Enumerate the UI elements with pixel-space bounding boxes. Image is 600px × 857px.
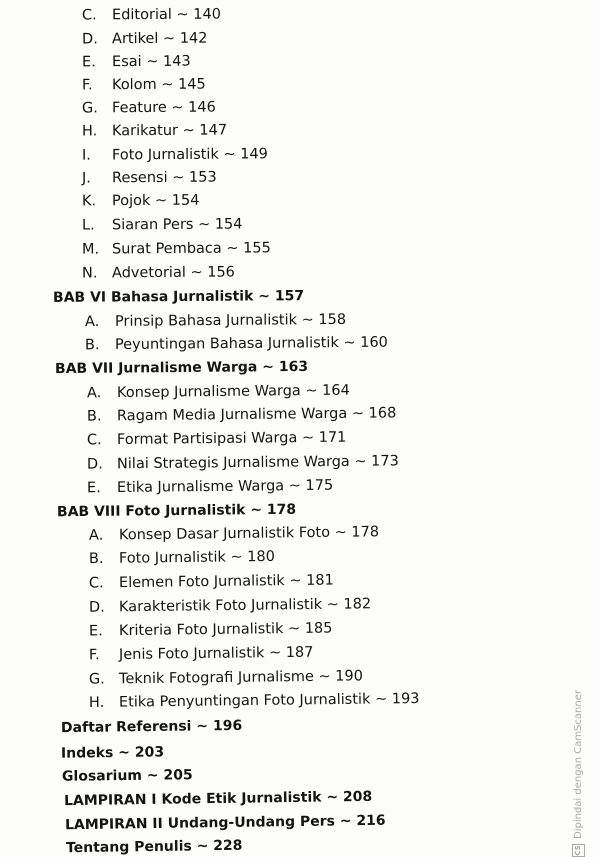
toc-entry (82, 169, 217, 188)
toc-entry (89, 523, 379, 545)
back-matter-heading: Tentang Penulis ~ 228 (65, 837, 243, 857)
entry-text: Format Partisipasi Warga ~ 171 (116, 429, 347, 449)
entry-text: Advetorial ~ 156 (111, 264, 235, 282)
entry-text: Foto Jurnalistik ~ 149 (111, 146, 268, 164)
entry-letter: D. (86, 456, 103, 473)
entry-text: Prinsip Bahasa Jurnalistik ~ 158 (114, 311, 347, 330)
entry-text: Kriteria Foto Jurnalistik ~ 185 (118, 620, 333, 640)
toc-entry (89, 690, 420, 712)
entry-letter: H. (81, 123, 98, 140)
toc-entry (87, 382, 350, 403)
toc-entry (87, 429, 347, 450)
entry-letter: B. (84, 337, 100, 354)
entry-letter: C. (86, 432, 102, 449)
entry-text: Teknik Fotografi Jurnalisme ~ 190 (118, 668, 364, 688)
entry-text: Surat Pembaca ~ 155 (111, 240, 271, 258)
entry-letter: G. (88, 671, 105, 688)
entry-text: Konsep Jurnalisme Warga ~ 164 (116, 382, 350, 402)
entry-text: Pojok ~ 154 (111, 192, 200, 210)
entry-letter: E. (88, 623, 103, 640)
entry-letter: C. (81, 7, 97, 24)
entry-text: Karakteristik Foto Jurnalistik ~ 182 (118, 596, 372, 616)
watermark-text: Dipindai dengan CamScanner (573, 690, 584, 839)
entry-text: Esai ~ 143 (111, 53, 191, 71)
back-matter-heading: LAMPIRAN I Kode Etik Jurnalistik ~ 208 (63, 788, 373, 810)
toc-entry (82, 215, 243, 234)
chapter-heading: BAB VIII Foto Jurnalistik ~ 178 (56, 501, 297, 521)
entry-text: Ragam Media Jurnalisme Warga ~ 168 (116, 405, 397, 425)
toc-entry (82, 99, 216, 118)
entry-letter: B. (88, 550, 104, 568)
entry-text: Peyuntingan Bahasa Jurnalistik ~ 160 (114, 334, 388, 354)
toc-entry (87, 452, 399, 473)
back-matter-heading: Daftar Referensi ~ 196 (60, 717, 243, 737)
entry-text: Siaran Pers ~ 154 (111, 216, 243, 234)
toc-entry (89, 667, 363, 688)
entry-letter: I. (81, 147, 91, 164)
toc-entry (82, 53, 191, 72)
entry-text: Artikel ~ 142 (111, 30, 208, 48)
entry-letter: E. (81, 54, 96, 71)
back-matter-heading: LAMPIRAN II Undang-Undang Pers ~ 216 (64, 812, 386, 834)
toc-entry (82, 263, 235, 282)
toc-entry (82, 121, 227, 140)
toc-entry (89, 644, 314, 665)
toc-entry (85, 311, 346, 331)
entry-text: Karikatur ~ 147 (111, 122, 228, 140)
chapter-heading: BAB VII Jurnalisme Warga ~ 163 (54, 358, 309, 378)
toc-entry (82, 145, 268, 164)
toc-entry (82, 192, 200, 211)
back-matter-heading: Glosarium ~ 205 (61, 767, 193, 785)
toc-entry (85, 334, 388, 355)
entry-text: Kolom ~ 145 (111, 76, 206, 94)
toc-entry (89, 595, 371, 616)
entry-letter: N. (81, 265, 98, 282)
entry-letter: H. (88, 694, 105, 712)
entry-letter: E. (86, 480, 101, 497)
entry-letter: B. (86, 408, 102, 425)
chapter-heading: BAB VI Bahasa Jurnalistik ~ 157 (52, 288, 305, 306)
entry-letter: A. (86, 385, 102, 402)
entry-letter: C. (88, 575, 104, 592)
toc-entry (82, 76, 206, 95)
entry-letter: F. (81, 77, 93, 94)
entry-text: Nilai Strategis Jurnalisme Warga ~ 173 (116, 453, 399, 473)
entry-letter: D. (81, 31, 98, 48)
entry-letter: A. (88, 527, 104, 544)
toc-entry (82, 239, 271, 258)
entry-letter: L. (81, 217, 95, 234)
toc-entry (87, 404, 396, 425)
entry-text: Jenis Foto Jurnalistik ~ 187 (118, 644, 314, 664)
entry-text: Konsep Dasar Jurnalistik Foto ~ 178 (118, 524, 380, 544)
entry-text: Feature ~ 146 (111, 99, 216, 117)
toc-entry (87, 477, 333, 498)
entry-text: Resensi ~ 153 (111, 169, 217, 187)
entry-letter: J. (81, 170, 91, 187)
entry-letter: M. (81, 241, 100, 258)
toc-entry (82, 30, 208, 49)
camscanner-logo-icon: CS (572, 844, 585, 857)
entry-letter: D. (88, 599, 105, 616)
toc-entry (89, 548, 275, 568)
back-matter-heading: Indeks ~ 203 (60, 744, 165, 762)
toc-entry (89, 620, 333, 641)
entry-letter: F. (88, 647, 100, 664)
entry-text: Etika Jurnalisme Warga ~ 175 (116, 477, 334, 496)
toc-entry (82, 6, 221, 25)
entry-text: Etika Penyuntingan Foto Jurnalistik ~ 193 (118, 690, 420, 711)
entry-text: Editorial ~ 140 (111, 6, 221, 24)
entry-text: Foto Jurnalistik ~ 180 (118, 548, 275, 567)
entry-letter: K. (81, 193, 97, 210)
scanner-watermark (572, 690, 585, 857)
entry-letter: A. (84, 314, 100, 331)
toc-entry (89, 572, 334, 593)
entry-text: Elemen Foto Jurnalistik ~ 181 (118, 572, 334, 592)
entry-letter: G. (81, 100, 98, 117)
